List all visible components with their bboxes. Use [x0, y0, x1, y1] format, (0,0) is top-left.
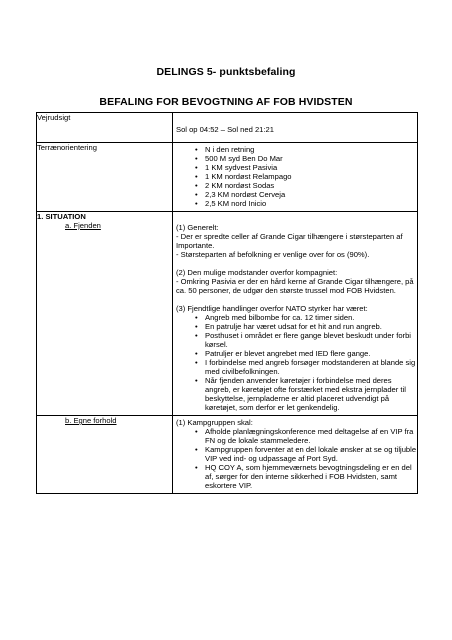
adversary-line: - Omkring Pasivia er der en hård kerne af Grande Cigar tilhængere, på ca. 50 personer, de udgør den største trussel mod FOB Hvidsten. — [176, 277, 414, 295]
list-item: • N i den retning — [195, 145, 417, 154]
document-heading: DELINGS 5- punktsbefaling — [156, 66, 296, 78]
list-item: • I forbindelse med angreb forsøger modstanderen at blande sig med civilbefolkningen. — [195, 358, 417, 376]
weather-value: Sol op 04:52 – Sol ned 21:21 — [176, 125, 274, 134]
hostile-actions-heading: (3) Fjendtlige handlinger overfor NATO styrker har været: — [176, 304, 368, 313]
general-line: - Størsteparten af befolkning er venlige over for os (90%). — [176, 250, 370, 259]
general-line: - Der er spredte celler af Grande Cigar tilhængere i størsteparten af Importante. — [176, 232, 403, 250]
weather-label: Vejrudsigt — [37, 113, 173, 143]
document-subheading: BEFALING FOR BEVOGTNING AF FOB HVIDSTEN — [99, 96, 353, 108]
list-item: • 1 KM nordøst Relampago — [195, 172, 417, 181]
terrain-label: Terrænorientering — [37, 143, 173, 212]
enemy-label: a. Fjenden — [65, 221, 101, 230]
situation-label-cell — [37, 212, 173, 416]
own-forces-cell — [173, 416, 418, 494]
situation-label: 1. SITUATION — [37, 212, 86, 221]
list-item: • 500 M syd Ben Do Mar — [195, 154, 417, 163]
battlegroup-list — [173, 427, 417, 490]
own-forces-label-cell — [37, 416, 173, 494]
situation-cell — [173, 212, 418, 416]
list-item: • HQ COY A, som hjemmeværnets bevogtningsdeling er en del af, sørger for den interne sikkerhed i FOB Hvidsten, samt eskortere VIP. — [195, 463, 417, 490]
list-item: • Angreb med bilbombe for ca. 12 timer siden. — [195, 313, 417, 322]
terrain-list — [173, 145, 417, 208]
list-item: • En patrulje har været udsat for et hit and run angreb. — [195, 322, 417, 331]
list-item: • 2,3 KM nordøst Cerveja — [195, 190, 417, 199]
list-item: • 2 KM nordøst Sodas — [195, 181, 417, 190]
own-forces-label: b. Egne forhold — [65, 416, 117, 425]
list-item: • Kampgruppen forventer at en del lokale ønsker at se og tiljuble VIP ved ind- og udpassage af Port Syd. — [195, 445, 417, 463]
list-item: • Patruljer er blevet angrebet med IED flere gange. — [195, 349, 417, 358]
table-row-terrain — [37, 143, 418, 212]
list-item: • Afholde planlægningskonference med deltagelse af en VIP fra FN og de lokale stammeledere. — [195, 427, 417, 445]
table-row-own-forces — [37, 416, 418, 494]
list-item: • Posthuset i området er flere gange blevet beskudt under forbi kørsel. — [195, 331, 417, 349]
list-item: • Når fjenden anvender køretøjer i forbindelse med deres angreb, er køretøjet ofte forstærket med ekstra jernplader til beskyttelse, jernpladerne er altid placeret udvendigt på køretøjet, som derfor er let genkendelig. — [195, 376, 417, 412]
adversary-heading: (2) Den mulige modstander overfor kompagniet: — [176, 268, 338, 277]
table-row-weather — [37, 113, 418, 143]
hostile-actions-list — [173, 313, 417, 412]
list-item: • 2,5 KM nord Inicio — [195, 199, 417, 208]
general-heading: (1) Generelt: — [176, 223, 219, 232]
list-item: • 1 KM sydvest Pasivia — [195, 163, 417, 172]
orders-table — [36, 112, 418, 494]
terrain-cell — [173, 143, 418, 212]
table-row-situation — [37, 212, 418, 416]
weather-value-cell — [173, 113, 418, 143]
battlegroup-heading: (1) Kampgruppen skal: — [176, 418, 253, 427]
